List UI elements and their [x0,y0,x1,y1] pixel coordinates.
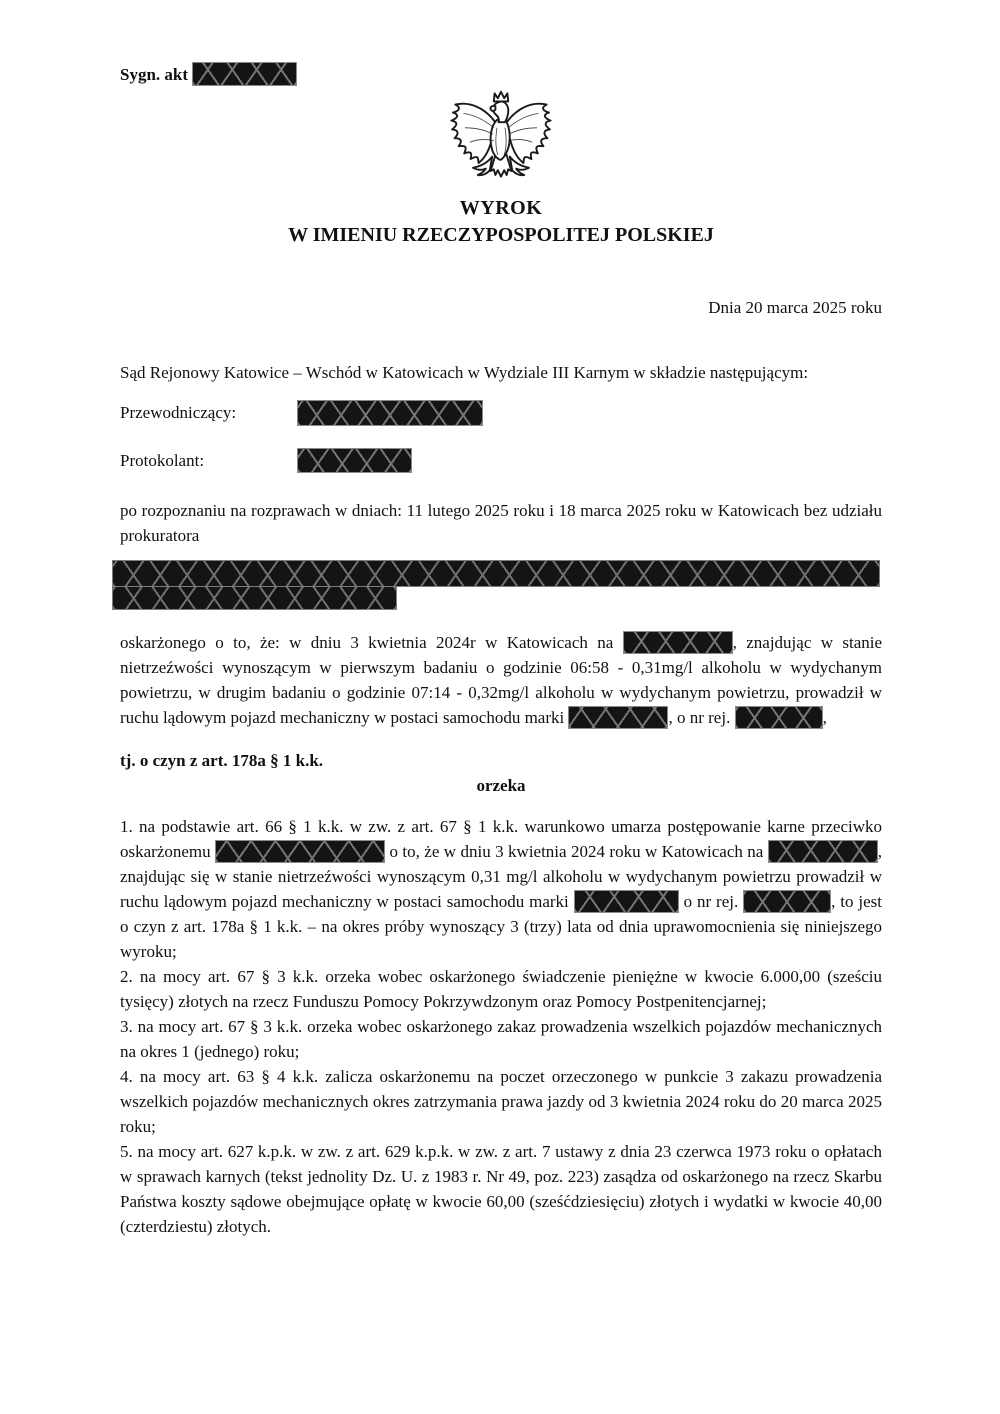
ruling-text: o to, że w dniu 3 kwietnia 2024 roku w Katowicach na [385,842,768,861]
court-composition-paragraph: Sąd Rejonowy Katowice – Wschód w Katowicach w Wydziale III Karnym w składzie następującym: [120,363,809,382]
case-number-line [120,62,882,87]
ruling-text: o nr rej. [678,892,744,911]
presiding-judge-label: Przewodniczący: [120,402,237,422]
rulings-list [120,814,882,1239]
ruling-item-1 [120,814,882,964]
ruling-text: , to jest o czyn z art. 178a § 1 k.k. – na okres próby wynoszący 3 (trzy) lata od dnia uprawomocnienia się niniejszego wyroku; [120,892,882,961]
case-number-redaction [192,62,297,86]
ruling-text: , znajdując się w stanie nietrzeźwości wynoszącym 0,31 mg/l alkoholu w wydychanym powietrzu prowadził w ruchu lądowym pojazd mechaniczny w postaci samochodu marki [120,842,882,911]
case-number-label: Sygn. akt [120,65,189,84]
accusation-text: , o nr rej. [668,708,735,727]
accusation-text: , [822,708,827,727]
street-redaction [768,840,878,863]
plate-number-redaction [743,890,831,913]
verdict-heading: orzeka [476,776,526,795]
clerk-label: Protokolant: [120,450,205,470]
document-title: WYROK [459,197,543,219]
defendant-name-redaction [215,840,385,863]
street-redaction [623,631,733,654]
polish-eagle-icon [449,89,553,189]
ruling-item-5: 5. na mocy art. 627 k.p.k. w zw. z art. 629 k.p.k. w zw. z art. 7 ustawy z dnia 23 czerwca 1973 roku o opłatach w sprawach karnych (tekst jednolity Dz. U. z 1983 r. Nr 49, poz. 223) zasądza od oskarżonego na rzecz Skarbu Państwa koszty sądowe obejmujące opłatę w kwocie 60,00 (sześćdziesięciu) złotych i wydatki w kwocie 40,00 (czterdziestu) złotych. [120,1142,882,1236]
accusation-text: , znajdując w stanie nietrzeźwości wynoszącym w pierwszym badaniu o godzinie 06:58 - 0,31mg/l alkoholu w wydychanym powietrzu, w drugim badaniu o godzinie 07:14 - 0,32mg/l alkoholu w wydychanym powietrzu, prowadził w ruchu lądowym pojazd mechaniczny w postaci samochodu marki [120,633,883,727]
hearing-paragraph: po rozpoznaniu na rozprawach w dniach: 11 lutego 2025 roku i 18 marca 2025 roku w Katowicach bez udziału prokuratora [120,501,882,545]
clerk-redaction [297,448,412,473]
car-make-redaction [568,706,668,729]
ruling-text: 1. na podstawie art. 66 § 1 k.k. w zw. z art. 67 § 1 k.k. warunkowo umarza postępowanie karne przeciwko oskarżonemu [120,817,882,861]
ruling-item-4: 4. na mocy art. 63 § 4 k.k. zalicza oskarżonemu na poczet orzeczonego w punkcie 3 zakazu prowadzenia wszelkich pojazdów mechanicznych okres zatrzymania prawa jazdy od 3 kwietnia 2024 roku do 20 marca 2025 roku; [120,1067,882,1136]
accusation-text: oskarżonego o to, że: w dniu 3 kwietnia 2024r w Katowicach na [120,633,623,652]
accusation-paragraph [120,630,882,730]
presiding-judge-redaction [297,400,483,426]
ruling-item-3: 3. na mocy art. 67 § 3 k.k. orzeka wobec oskarżonego zakaz prowadzenia wszelkich pojazdów mechanicznych na okres 1 (jednego) roku; [120,1017,882,1061]
date-line: Dnia 20 marca 2025 roku [708,298,882,317]
defendant-identity-redaction-block [112,560,882,610]
charge-line: tj. o czyn z art. 178a § 1 k.k. [120,751,324,770]
plate-number-redaction [735,706,823,729]
car-make-redaction [574,890,679,913]
redaction-box [112,586,397,610]
redaction-box [112,560,880,587]
presiding-judge-row [120,399,882,426]
emblem [120,89,882,191]
clerk-row [120,447,882,474]
ruling-item-2: 2. na mocy art. 67 § 3 k.k. orzeka wobec oskarżonego świadczenie pieniężne w kwocie 6.000,00 (sześciu tysięcy) złotych na rzecz Funduszu Pomocy Pokrzywdzonym oraz Pomocy Postpenitencjarnej; [120,967,882,1011]
document-subtitle: W IMIENIU RZECZYPOSPOLITEJ POLSKIEJ [288,224,714,246]
